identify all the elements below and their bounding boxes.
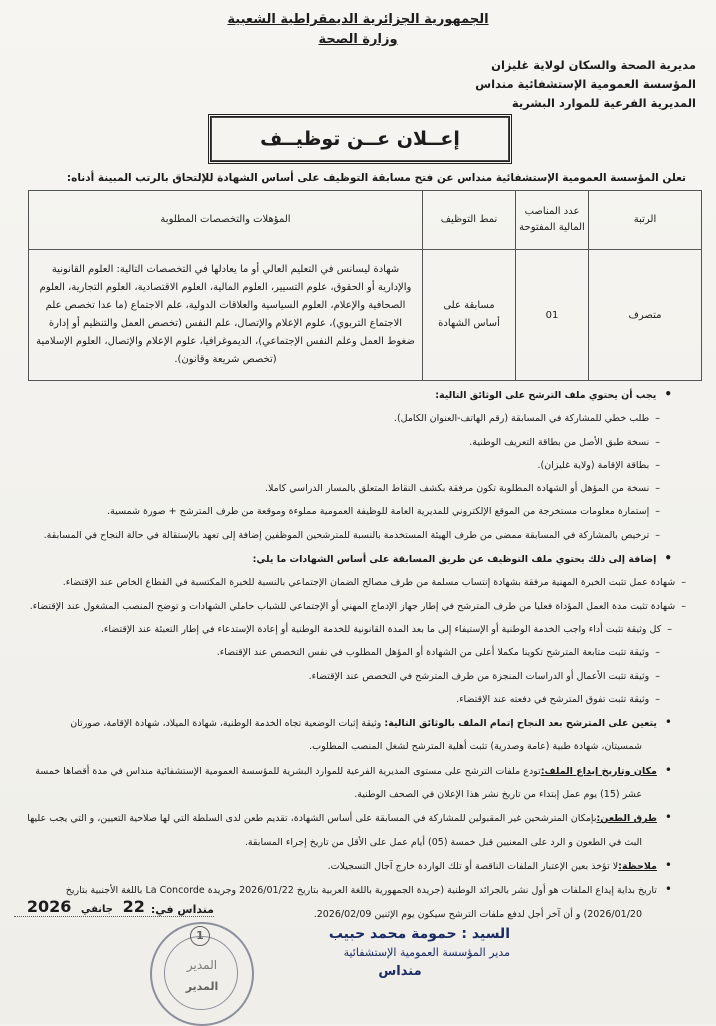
cell-rank: متصرف xyxy=(589,250,702,381)
list-item xyxy=(0,595,686,618)
list-item-text: شهادة عمل تثبت الخبرة المهنية مرفقة بشهادة إنتساب مسلمة من طرف مصالح الضمان الإجتماعي بالنسبة للخبرة المكتسبة في القطاع الخاص عند الإقتضاء. xyxy=(62,577,676,589)
list-item xyxy=(0,571,686,594)
department-block xyxy=(446,56,696,113)
list-item xyxy=(0,524,686,547)
list-item xyxy=(0,641,686,664)
stamp-title: المدير xyxy=(186,958,218,972)
list-item xyxy=(0,454,686,477)
list-item-text: نسخة من المؤهل أو الشهادة المطلوبة تكون مرفقة بكشف النقاط المتعلق بالمسار الدراسي كاملا. xyxy=(264,483,650,495)
list-item xyxy=(0,431,686,454)
department-line-3: المديرية الفرعية للموارد البشرية xyxy=(511,96,696,110)
appeal-continuation: البث في الطعون و الرد على المعنيين قبل خمسة (05) أيام عمل على الأقل من تاريخ إجراء المسابقة. xyxy=(244,836,642,848)
signature-date xyxy=(27,897,145,916)
official-stamp xyxy=(150,922,254,1026)
place-date-label: مكان وتاريخ إيداع الملف: xyxy=(540,765,657,777)
after-success-item xyxy=(0,711,686,735)
place-date-item xyxy=(0,759,686,783)
list-item-text: بطاقة الإقامة (ولاية غليزان). xyxy=(537,459,650,471)
list-item-text: ترخيص بالمشاركة في المسابقة ممضى من طرف الهيئة المستخدمة بالنسبة للمترشحين الموظفين إضافة إلى تعهد بالإستقالة في حالة النجاح في المسابقة. xyxy=(43,529,650,541)
signatory-city: منداس xyxy=(378,964,422,979)
cell-positions: 01 xyxy=(516,250,589,381)
deposit-start-continuation: 2026/01/20) و أن آخر أجل لدفع ملفات الترشح سيكون يوم الإثنين 2026/02/09. xyxy=(313,908,642,920)
additional-heading-text: إضافة إلى ذلك يحتوي ملف التوظيف عن طريق المسابقة على أساس الشهادات ما يلي: xyxy=(252,554,657,566)
after-success-continuation: شمسيتان، شهادة طبية (عامة وصدرية) تثبت أهلية المترشح لشغل المنصب المطلوب. xyxy=(309,741,642,753)
header-positions: عدد المناصب المالية المفتوحة xyxy=(516,191,589,250)
body-content xyxy=(0,383,686,926)
signatory-name: السيد : حمومة محمد حبيب xyxy=(328,926,510,942)
intro-text: تعلن المؤسسة العمومية الإستشفائية منداس عن فتح مسابقة التوظيف على أساس الشهادة للإلتحاق بالرتب المبينة أدناه: xyxy=(66,172,686,184)
announcement-title: إعــلان عــن توظيــف xyxy=(208,114,512,164)
table-row xyxy=(29,250,702,381)
list-item xyxy=(0,618,686,641)
note-item xyxy=(0,854,686,878)
header-rank: الرتبة xyxy=(589,191,702,250)
stamp-number: 1 xyxy=(190,926,210,946)
table-header-row xyxy=(29,191,702,250)
appeal-text: بإمكان المترشحين غير المقبولين للمشاركة في المسابقة على أساس الشهادة، تقديم طعن لدى السلطة التي لها صلاحية التعيين، و التي يجب عليها xyxy=(27,813,597,825)
document-header xyxy=(0,10,716,50)
list-item xyxy=(0,665,686,688)
note-text: لا تؤخذ بعين الإعتبار الملفات الناقصة أو تلك الواردة خارج آجال التسجيلات. xyxy=(327,860,619,872)
list-item-text: وثيقة تثبت تفوق المترشح في دفعته عند الإقتضاء. xyxy=(456,693,650,705)
appeal-item xyxy=(0,806,686,830)
cell-mode: مسابقة على أساس الشهادة xyxy=(423,250,516,381)
ministry-title: وزارة الصحة xyxy=(318,32,398,47)
date-month: جانفي xyxy=(80,904,113,915)
after-success-label: يتعين على المترشح بعد النجاح إتمام الملف بالوثائق التالية: xyxy=(384,718,657,730)
deposit-start-text: تاريخ بداية إيداع الملفات هو أول نشر بالجرائد الوطنية (جريدة الجمهورية باللغة العربية بتاريخ 2026/01/22 وجريدة La Concorde باللغة الأجنبية بتاريخ xyxy=(65,885,657,897)
date-year: 2026 xyxy=(26,897,72,916)
header-qualifications: المؤهلات والتخصصات المطلوبة xyxy=(29,191,423,250)
signatory-role: مدير المؤسسة العمومية الإستشفائية xyxy=(343,946,510,959)
date-day: 22 xyxy=(122,897,145,916)
signature-block xyxy=(290,924,510,982)
stamp-subtitle: المدير xyxy=(185,980,219,993)
place-label: منداس في: xyxy=(150,903,214,916)
list-item xyxy=(0,688,686,711)
documents-heading xyxy=(0,383,686,407)
signature-date-row xyxy=(14,892,214,917)
place-date-text: تودع ملفات الترشح على مستوى المديرية الفرعية للموارد البشرية للمؤسسة العمومية الإستشفائية منداس في مدة أقصاها خمسة xyxy=(35,765,541,777)
list-item-text: كل وثيقة تثبت أداء واجب الخدمة الوطنية أو الإستيفاء إلى ما بعد المدة القانونية للخدمة الوطنية أو إعادة الإستدعاء في إطار التعبئة عند الإقتضاء. xyxy=(100,623,662,635)
list-item-text: إستمارة معلومات مستخرجة من الموقع الإلكتروني للمديرية العامة للوظيفة العمومية مملوءة وموقعة من طرف المترشح + صورة شمسية. xyxy=(107,506,650,518)
header-mode: نمط التوظيف xyxy=(423,191,516,250)
documents-heading-text: يجب أن يحتوي ملف الترشح على الوثائق التالية: xyxy=(435,390,657,401)
list-item-text: طلب خطي للمشاركة في المسابقة (رقم الهاتف-العنوان الكامل). xyxy=(393,413,650,425)
republic-title: الجمهورية الجزائرية الديمقراطية الشعبية xyxy=(227,12,489,27)
list-item-text: وثيقة تثبت الأعمال أو الدراسات المنجزة من طرف المترشح في التخصص عند الإقتضاء. xyxy=(308,670,650,682)
place-date-continuation: عشر (15) يوم عمل إبتداء من تاريخ نشر هذا الإعلان في الصحف الوطنية. xyxy=(354,789,642,801)
stamp-inner-ring xyxy=(164,936,238,1010)
list-item xyxy=(0,500,686,523)
note-label: ملاحظة: xyxy=(618,860,657,872)
after-success-text: وثيقة إثبات الوضعية تجاه الخدمة الوطنية، شهادة الميلاد، شهادة الإقامة، صورتان xyxy=(70,718,382,730)
appeal-label: طرق الطعن: xyxy=(596,813,657,825)
additional-heading xyxy=(0,547,686,571)
list-item xyxy=(0,407,686,430)
department-line-1: مديرية الصحة والسكان لولاية غليزان xyxy=(491,58,696,72)
positions-table xyxy=(28,190,702,381)
list-item-text: شهادة تثبت مدة العمل المؤداة فعليا من طرف المترشح في إطار جهاز الإدماج المهني أو الإجتماعي للشباب حاملي الشهادات و توضح المنصب المشغول عند الإقتضاء. xyxy=(29,600,676,612)
department-line-2: المؤسسة العمومية الإستشفائية منداس xyxy=(475,77,696,91)
list-item-text: نسخة طبق الأصل من بطاقة التعريف الوطنية. xyxy=(469,436,650,448)
list-item-text: وثيقة تثبت متابعة المترشح تكوينا مكملا أعلى من الشهادة أو المؤهل المطلوب في نفس التخصص عند الإقتضاء. xyxy=(216,647,650,659)
cell-qualifications: شهادة ليسانس في التعليم العالي أو ما يعادلها في التخصصات التالية: العلوم القانونية والإدارية أو الحقوق، علوم التسيير، العلوم المالية، العلوم الاقتصادية، العلوم التجارية، العلوم الصحافية والإعلام، العلوم السياسية والعلاقات الدولية، علم الاجتماع (ما عدا تخصص علم الاجتماع التربوي)، علوم الإعلام والإتصال، علم النفس (تخصص العمل والتنظيم أو إدارة ضغوط العمل وعلم النفس الإجتماعي)، الديموغرافيا، علوم الإعلام والإتصال، العلوم الإسلامية (تخصص شريعة وقانون). xyxy=(29,250,423,381)
list-item xyxy=(0,477,686,500)
